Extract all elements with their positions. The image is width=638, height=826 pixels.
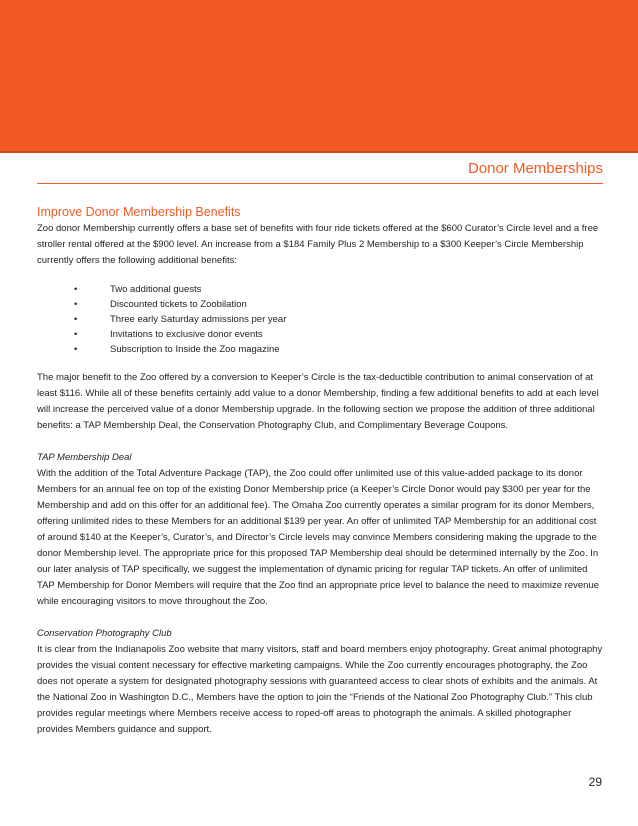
bullet-icon: • bbox=[74, 284, 78, 295]
list-item bbox=[37, 327, 605, 342]
header-band-shadow bbox=[0, 151, 638, 153]
benefit-analysis-paragraph: The major benefit to the Zoo offered by a conversion to Keeper’s Circle is the tax-deductible contribution to animal conservation of at least $116. While all of these benefits certainly add value to a donor Membership, finding a few additional benefits to add at each level will increase the perceived value of a donor Membership upgrade. In the following section we propose the addition of three additional benefits: a TAP Membership Deal, the Conservation Photography Club, and Complimentary Beverage Coupons. bbox=[37, 372, 599, 431]
page-number: 29 bbox=[588, 775, 602, 789]
list-item bbox=[37, 282, 605, 297]
bullet-icon: • bbox=[74, 314, 78, 325]
photography-paragraph: It is clear from the Indianapolis Zoo website that many visitors, staff and board members enjoy photography. Great animal photography provides the visual content necessary for effective marketing campaigns. While the Zoo currently encourages photography, the Zoo does not operate a system for designated photography sessions with guaranteed access to clear shots of exhibits and the animals. At the National Zoo in Washington D.C., Members have the option to join the “Friends of the National Zoo Photography Club.” This club provides regular meetings where Members receive access to roped-off areas to photograph the animals. A skilled photographer provides Members guidance and support. bbox=[37, 644, 603, 735]
bullet-icon: • bbox=[74, 344, 78, 355]
tap-paragraph: With the addition of the Total Adventure Package (TAP), the Zoo could offer unlimited use of this value-added package to its donor Members for an annual fee on top of the existing Donor Membership price (a Keeper’s Circle Donor would pay $300 per year for the Membership and add on this offer for an additional fee). The Omaha Zoo currently operates a similar program for its donor Members, offering unlimited rides to these Members for an additional $139 per year. An offer of unlimited TAP Membership for an additional cost of around $140 at the Keeper’s, Curator’s, and Director’s Circle levels may convince Members considering making the upgrade to the donor Membership level. The appropriate price for this proposed TAP Membership deal should be determined internally by the Zoo. In our later analysis of TAP specifically, we suggest the implementation of dynamic pricing for regular TAP tickets. An offer of unlimited TAP Membership for Donor Members will require that the Zoo find an appropriate price level to balance the need to maximize revenue while encouraging visitors to move throughout the Zoo. bbox=[37, 468, 600, 607]
intro-paragraph: Zoo donor Membership currently offers a base set of benefits with four ride tickets offered at the $600 Curator’s Circle level and a free stroller rental offered at the $900 level. An increase from a $184 Family Plus 2 Membership to a $300 Keeper’s Circle Membership currently offers the following additional benefits: bbox=[37, 223, 599, 266]
photography-subheading: Conservation Photography Club bbox=[37, 628, 172, 639]
list-item-text: Subscription to Inside the Zoo magazine bbox=[110, 344, 280, 355]
list-item bbox=[37, 312, 605, 327]
list-item-text: Two additional guests bbox=[110, 284, 202, 295]
list-item bbox=[37, 342, 605, 357]
page-content bbox=[37, 205, 605, 738]
bullet-icon: • bbox=[74, 299, 78, 310]
list-item-text: Three early Saturday admissions per year bbox=[110, 314, 287, 325]
bullet-icon: • bbox=[74, 329, 78, 340]
section-title: Donor Memberships bbox=[467, 160, 603, 177]
benefits-list bbox=[37, 282, 605, 357]
tap-subheading: TAP Membership Deal bbox=[37, 452, 132, 463]
list-item-text: Invitations to exclusive donor events bbox=[110, 329, 263, 340]
section-heading: Improve Donor Membership Benefits bbox=[37, 205, 241, 219]
header-band bbox=[0, 0, 638, 151]
list-item-text: Discounted tickets to Zoobilation bbox=[110, 299, 247, 310]
list-item bbox=[37, 297, 605, 312]
title-divider bbox=[37, 183, 603, 184]
